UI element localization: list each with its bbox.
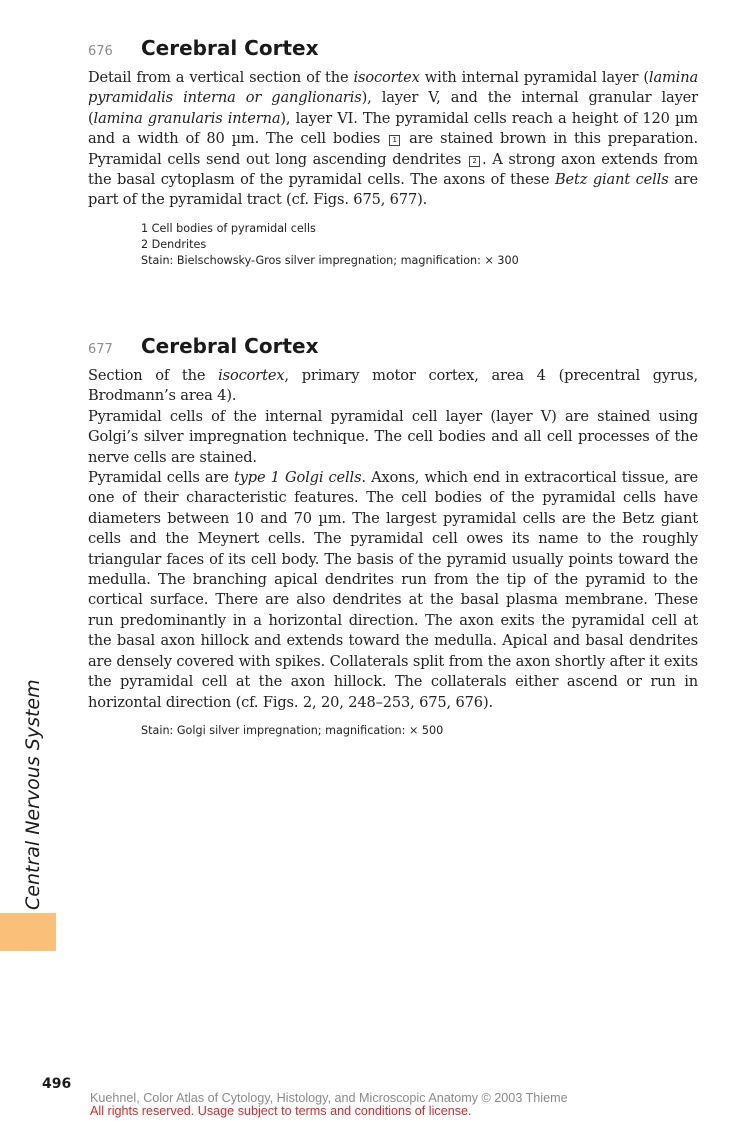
figure-676-title: Cerebral Cortex: [141, 36, 319, 60]
figure-677-description: Section of the isocortex, primary motor cortex, area 4 (precentral gyrus, Brodmann’s area 4). Pyramidal cells of the internal pyramidal cell layer (layer V) are stained using Golgi’s silver impregnation technique. The cell bodies and all cell processes of the nerve cells are stained. Pyramidal cells are type 1 Golgi cells. Axons, which end in extracortical tissue, are one of their characteristic features. The cell bodies of the pyramidal cells have diameters between 10 and 70 µm. The largest pyramidal cells are the Betz giant cells and the Meynert cells. The pyramidal cell owes its name to the roughly triangular faces of its cell body. The basis of the pyramid usually points toward the medulla. The branching apical dendrites run from the tip of the pyramid to the cortical surface. There are also dendrites at the basal plasma membrane. These run predominantly in a horizontal direction. The axon exits the pyramidal cell at the basal axon hillock and extends toward the medulla. Apical and basal dendrites are densely covered with spikes. Collaterals split from the axon shortly after it exits the pyramidal cell at the axon hillock. The collaterals either ascend or run in horizontal direction (cf. Figs. 2, 20, 248–253, 675, 676).: [88, 367, 698, 711]
stain-note: Stain: Bielschowsky-Gros silver impregnation; magnification: × 300: [141, 253, 519, 267]
chapter-tab: [0, 913, 56, 951]
footer-copyright: Kuehnel, Color Atlas of Cytology, Histology, and Microscopic Anatomy © 2003 Thieme: [90, 1091, 568, 1105]
marker-1-icon: 1: [389, 135, 400, 146]
footer: [90, 1092, 568, 1118]
figure-677-title: Cerebral Cortex: [141, 334, 319, 358]
figure-677-number: 677: [88, 342, 113, 357]
figure-677-section: [88, 334, 698, 739]
figure-676-heading: [88, 36, 698, 60]
figure-677-heading: [88, 334, 698, 358]
marker-2-icon: 2: [469, 156, 480, 167]
figure-676-description: Detail from a vertical section of the isocortex with internal pyramidal layer (lamina pyramidalis interna or ganglionaris), layer V, and the internal granular layer (lamina granularis interna), layer VI. The pyramidal cells reach a height of 120 µm and a width of 80 µm. The cell bodies 1 are stained brown in this preparation. Pyramidal cells send out long ascending dendrites 2 . A strong axon extends from the basal cytoplasm of the pyramidal cells. The axons of these Betz giant cells are part of the pyramidal tract (cf. Figs. 675, 677).: [88, 69, 698, 209]
legend-item-2: 2 Dendrites: [141, 237, 207, 251]
chapter-side-label: Central Nervous System: [22, 679, 44, 910]
page-number: 496: [42, 1076, 72, 1092]
figure-677-legend: [141, 723, 698, 739]
footer-license: All rights reserved. Usage subject to terms and conditions of license.: [90, 1104, 472, 1118]
figure-676-number: 676: [88, 44, 113, 59]
legend-item-1: 1 Cell bodies of pyramidal cells: [141, 221, 316, 235]
stain-note: Stain: Golgi silver impregnation; magnification: × 500: [141, 723, 444, 737]
figure-676-legend: [141, 221, 698, 269]
figure-676-section: [88, 36, 698, 269]
